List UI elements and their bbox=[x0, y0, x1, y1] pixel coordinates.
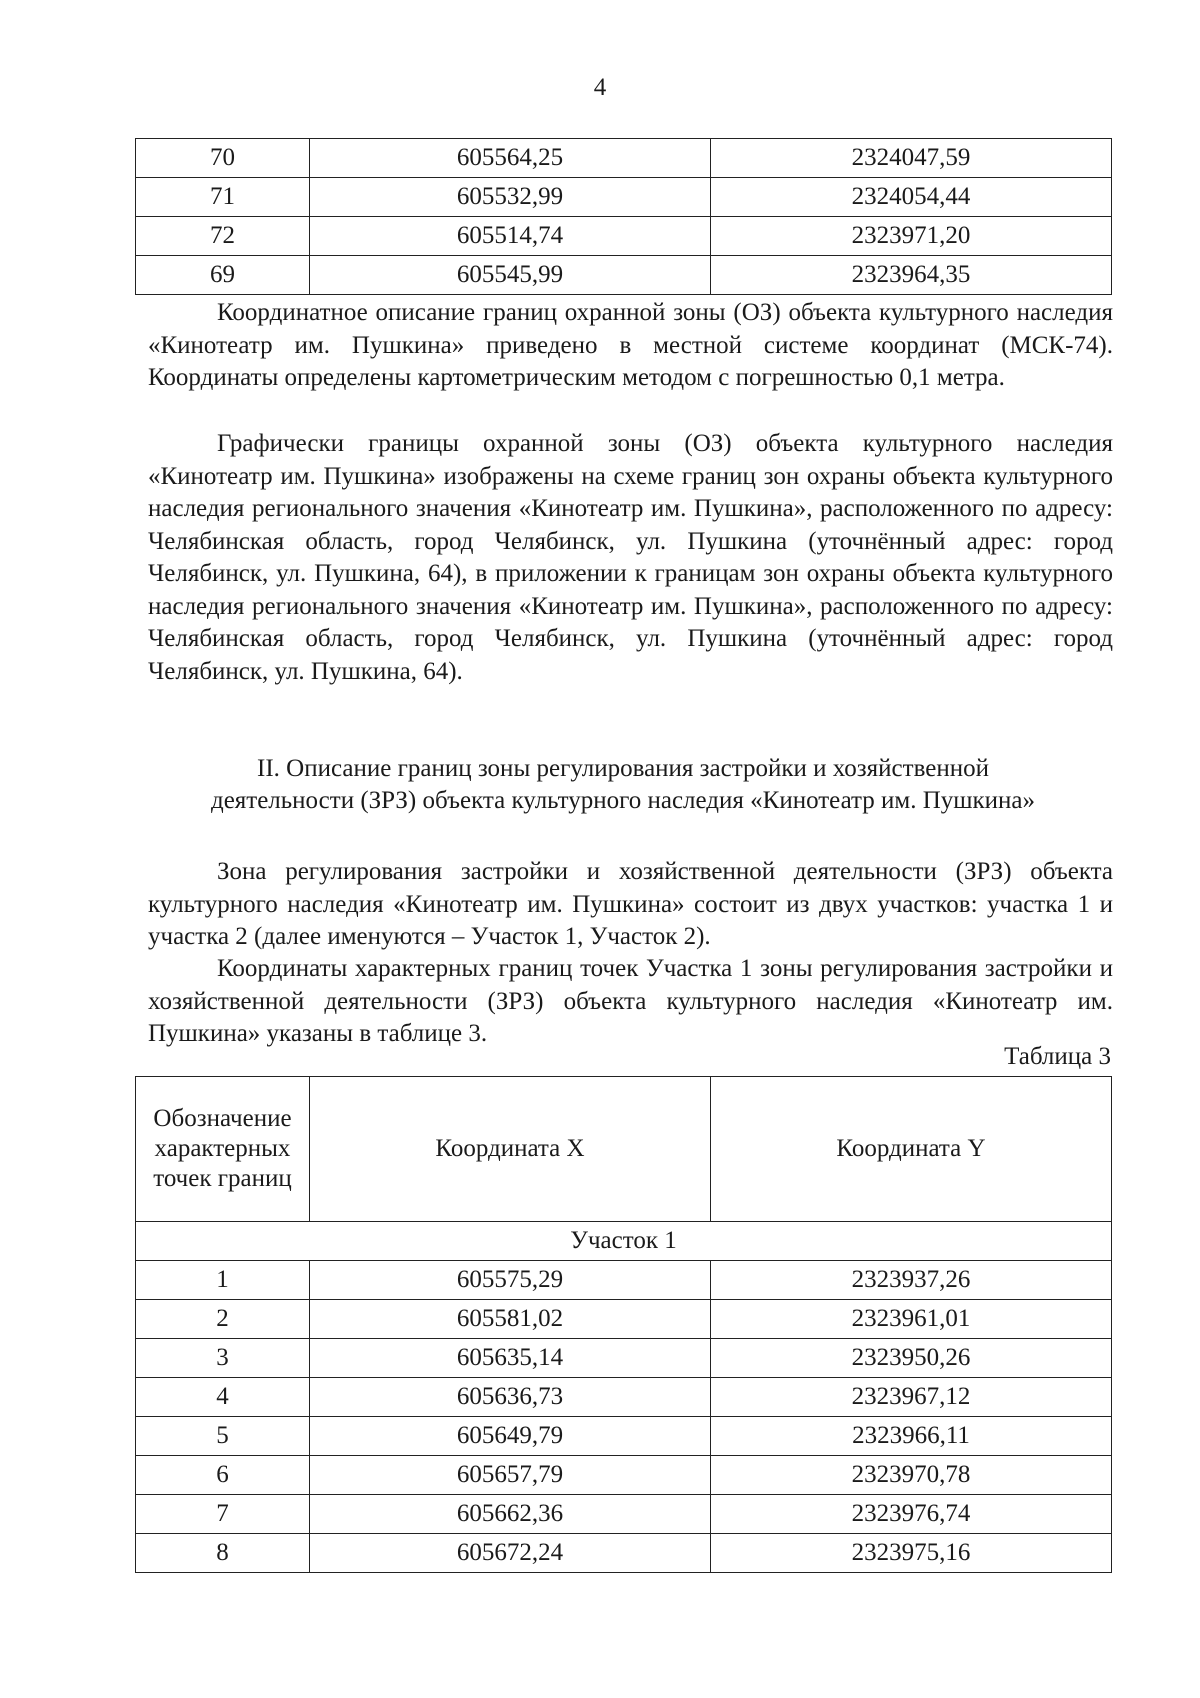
table-row bbox=[136, 1534, 1112, 1573]
section-row bbox=[136, 1222, 1112, 1261]
paragraph-zrz-coordinates bbox=[148, 953, 1113, 1051]
table-row bbox=[136, 1378, 1112, 1417]
coordinates-table-continued bbox=[135, 138, 1112, 295]
y-cell: 2323950,26 bbox=[711, 1339, 1112, 1378]
y-cell: 2323970,78 bbox=[711, 1456, 1112, 1495]
header-x: Координата X bbox=[310, 1077, 711, 1222]
x-cell: 605672,24 bbox=[310, 1534, 711, 1573]
y-cell: 2323937,26 bbox=[711, 1261, 1112, 1300]
point-cell: 69 bbox=[136, 256, 310, 295]
y-cell: 2323975,16 bbox=[711, 1534, 1112, 1573]
table-caption: Таблица 3 bbox=[1004, 1043, 1111, 1070]
header-designation: Обозначение характерных точек границ bbox=[136, 1077, 310, 1222]
section-heading bbox=[135, 753, 1111, 817]
table-row bbox=[136, 1300, 1112, 1339]
coordinates-table-3 bbox=[135, 1076, 1112, 1573]
point-cell: 71 bbox=[136, 178, 310, 217]
point-cell: 1 bbox=[136, 1261, 310, 1300]
table-header-row bbox=[136, 1077, 1112, 1222]
y-cell: 2324047,59 bbox=[711, 139, 1112, 178]
paragraph-oz-graphics bbox=[148, 428, 1113, 688]
header-y: Координата Y bbox=[711, 1077, 1112, 1222]
section-label: Участок 1 bbox=[136, 1222, 1112, 1261]
y-cell: 2324054,44 bbox=[711, 178, 1112, 217]
point-cell: 70 bbox=[136, 139, 310, 178]
table-row bbox=[136, 256, 1112, 295]
x-cell: 605636,73 bbox=[310, 1378, 711, 1417]
paragraph-text: Координатное описание границ охранной зоны (ОЗ) объекта культурного наследия «Кинотеатр им. Пушкина» приведено в местной системе координат (МСК-74). Координаты определены картометрическим методом с погрешностью 0,1 метра. bbox=[148, 299, 1113, 391]
point-cell: 3 bbox=[136, 1339, 310, 1378]
paragraph-zrz-composition bbox=[148, 856, 1113, 954]
table-row bbox=[136, 1456, 1112, 1495]
y-cell: 2323966,11 bbox=[711, 1417, 1112, 1456]
x-cell: 605649,79 bbox=[310, 1417, 711, 1456]
x-cell: 605657,79 bbox=[310, 1456, 711, 1495]
table-row bbox=[136, 1261, 1112, 1300]
x-cell: 605514,74 bbox=[310, 217, 711, 256]
x-cell: 605581,02 bbox=[310, 1300, 711, 1339]
page-number: 4 bbox=[593, 74, 607, 101]
x-cell: 605575,29 bbox=[310, 1261, 711, 1300]
point-cell: 4 bbox=[136, 1378, 310, 1417]
table-row bbox=[136, 178, 1112, 217]
table-row bbox=[136, 217, 1112, 256]
y-cell: 2323967,12 bbox=[711, 1378, 1112, 1417]
y-cell: 2323961,01 bbox=[711, 1300, 1112, 1339]
x-cell: 605662,36 bbox=[310, 1495, 711, 1534]
point-cell: 5 bbox=[136, 1417, 310, 1456]
point-cell: 8 bbox=[136, 1534, 310, 1573]
heading-line: деятельности (ЗРЗ) объекта культурного наследия «Кинотеатр им. Пушкина» bbox=[210, 787, 1036, 814]
heading-line: II. Описание границ зоны регулирования застройки и хозяйственной bbox=[257, 755, 989, 782]
paragraph-text: Координаты характерных границ точек Участка 1 зоны регулирования застройки и хозяйственной деятельности (ЗРЗ) объекта культурного наследия «Кинотеатр им. Пушкина» указаны в таблице 3. bbox=[148, 955, 1113, 1047]
paragraph-text: Зона регулирования застройки и хозяйственной деятельности (ЗРЗ) объекта культурного наследия «Кинотеатр им. Пушкина» состоит из двух участков: участка 1 и участка 2 (далее именуются – Участок 1, Участок 2). bbox=[148, 858, 1113, 950]
x-cell: 605532,99 bbox=[310, 178, 711, 217]
y-cell: 2323971,20 bbox=[711, 217, 1112, 256]
paragraph-oz-description bbox=[148, 297, 1113, 395]
x-cell: 605564,25 bbox=[310, 139, 711, 178]
y-cell: 2323964,35 bbox=[711, 256, 1112, 295]
y-cell: 2323976,74 bbox=[711, 1495, 1112, 1534]
point-cell: 7 bbox=[136, 1495, 310, 1534]
point-cell: 2 bbox=[136, 1300, 310, 1339]
point-cell: 72 bbox=[136, 217, 310, 256]
table-row bbox=[136, 1339, 1112, 1378]
table-row bbox=[136, 139, 1112, 178]
paragraph-text: Графически границы охранной зоны (ОЗ) объекта культурного наследия «Кинотеатр им. Пушкина» изображены на схеме границ зон охраны объекта культурного наследия регионального значения «Кинотеатр им. Пушкина», расположенного по адресу: Челябинская область, город Челябинск, ул. Пушкина (уточнённый адрес: город Челябинск, ул. Пушкина, 64), в приложении к границам зон охраны объекта культурного наследия регионального значения «Кинотеатр им. Пушкина», расположенного по адресу: Челябинская область, город Челябинск, ул. Пушкина (уточнённый адрес: город Челябинск, ул. Пушкина, 64). bbox=[148, 430, 1113, 685]
x-cell: 605635,14 bbox=[310, 1339, 711, 1378]
point-cell: 6 bbox=[136, 1456, 310, 1495]
table-row bbox=[136, 1417, 1112, 1456]
table-row bbox=[136, 1495, 1112, 1534]
x-cell: 605545,99 bbox=[310, 256, 711, 295]
